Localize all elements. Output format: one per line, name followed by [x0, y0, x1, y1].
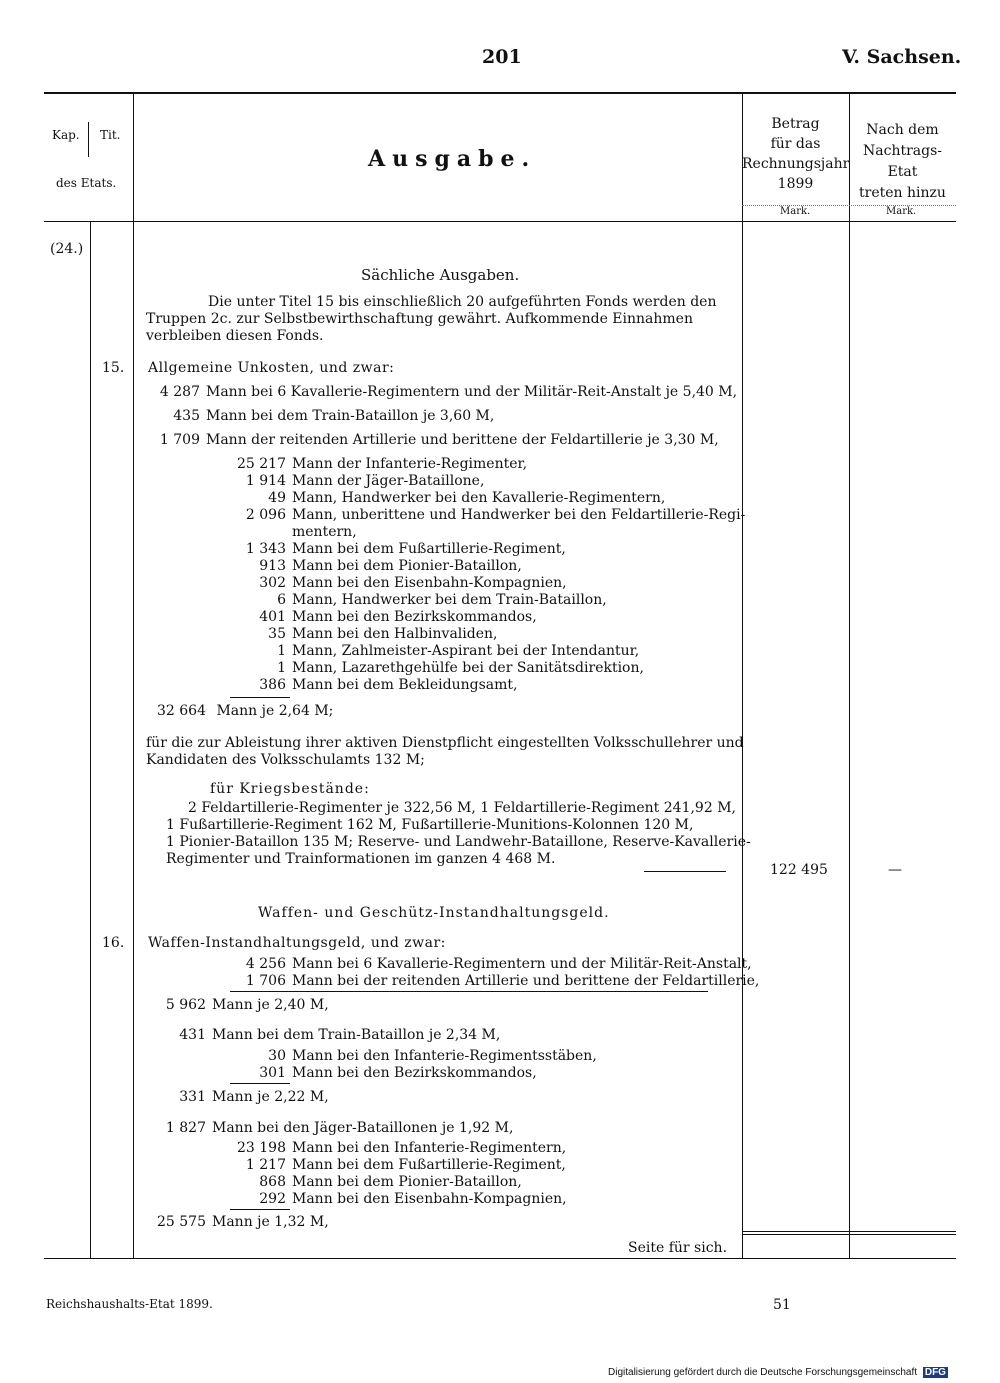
footer-page-number: 51: [773, 1297, 791, 1313]
count: 5 962: [165, 997, 206, 1013]
list-item: [226, 956, 752, 973]
count: 1 709: [159, 432, 200, 448]
mark-rule: [742, 205, 956, 206]
paragraph-line: Kandidaten des Volksschulamts 132 M;: [146, 752, 425, 768]
betrag-total-rule-2: [742, 1234, 956, 1235]
paragraph-line: 1 Pionier-Bataillon 135 M; Reserve- und Landwehr-Bataillone, Reserve-Kavallerie-: [166, 834, 751, 850]
description: Mann bei den Jäger-Bataillonen je 1,92 M,: [212, 1120, 514, 1136]
section-heading: Sächliche Ausgaben.: [361, 266, 520, 284]
header-betrag: [742, 114, 849, 194]
sum-rule: [230, 991, 708, 992]
description: Mann, Zahlmeister-Aspirant bei der Intendantur,: [292, 643, 640, 659]
count: 35: [268, 626, 286, 642]
header-kap: Kap.: [52, 128, 80, 142]
description: Mann bei den Halbinvaliden,: [292, 626, 498, 642]
nachtrag-amount: —: [888, 862, 902, 878]
description: Mann je 2,22 M,: [212, 1089, 329, 1105]
description: Mann je 2,40 M,: [212, 997, 329, 1013]
count: 1 706: [245, 973, 286, 989]
header-nachtrag: [849, 120, 956, 204]
footer-title: Reichshaushalts-Etat 1899.: [46, 1297, 213, 1311]
tit-number: 16.: [102, 935, 125, 951]
description: mentern,: [292, 524, 357, 540]
description: Mann bei dem Train-Bataillon je 3,60 M,: [206, 408, 495, 424]
count: 49: [268, 490, 286, 506]
count: 292: [259, 1191, 286, 1207]
count: 23 198: [237, 1140, 286, 1156]
tit-heading: Waffen-Instandhaltungsgeld, und zwar:: [148, 935, 446, 951]
count: 30: [268, 1048, 286, 1064]
sum-line: [150, 1214, 329, 1231]
count: 302: [259, 575, 286, 591]
description: Mann bei den Infanterie-Regimentern,: [292, 1140, 567, 1156]
krieg-paragraph: [166, 800, 751, 868]
header-mark-1: Mark.: [780, 206, 811, 217]
header-nachtrag-line: Nach dem: [866, 122, 939, 138]
count: 25 575: [157, 1214, 206, 1230]
header-betrag-line: Betrag: [771, 116, 820, 132]
count: 868: [259, 1174, 286, 1190]
count: 431: [179, 1027, 206, 1043]
description: Mann bei dem Fußartillerie-Regiment,: [292, 541, 566, 557]
description: Mann bei dem Pionier-Bataillon,: [292, 558, 522, 574]
list-item: [226, 1048, 597, 1065]
description: Mann der Jäger-Bataillone,: [292, 473, 485, 489]
paragraph-line: 1 Fußartillerie-Regiment 162 M, Fußartillerie-Munitions-Kolonnen 120 M,: [166, 817, 694, 833]
count: 401: [259, 609, 286, 625]
sum-line: [150, 1089, 329, 1106]
krieg-heading: für Kriegsbestände:: [210, 781, 370, 797]
state-title: V. Sachsen.: [842, 46, 962, 68]
list-item: [226, 1065, 537, 1082]
count: 1 827: [165, 1120, 206, 1136]
header-betrag-line: 1899: [777, 176, 814, 192]
paragraph-line: Regimenter und Trainformationen im ganzen 4 468 M.: [166, 851, 556, 867]
description: Mann, Handwerker bei dem Train-Bataillon,: [292, 592, 607, 608]
header-nachtrag-line: treten hinzu: [859, 185, 946, 201]
header-tit: Tit.: [100, 128, 121, 142]
col-divider-text: [133, 92, 134, 1258]
bottom-rule: [44, 1258, 956, 1259]
count: 1: [277, 660, 286, 676]
volksschul-paragraph: [146, 735, 744, 769]
continued-note: Seite für sich.: [628, 1240, 728, 1256]
kap-number: (24.): [50, 241, 84, 257]
header-nachtrag-line: Nachtrags-Etat: [863, 143, 942, 180]
description: Mann je 1,32 M,: [212, 1214, 329, 1230]
description: Mann bei dem Fußartillerie-Regiment,: [292, 1157, 566, 1173]
count: 6: [277, 592, 286, 608]
description: Mann bei dem Train-Bataillon je 2,34 M,: [212, 1027, 501, 1043]
sum-rule: [230, 1083, 290, 1084]
description: Mann bei den Infanterie-Regimentsstäben,: [292, 1048, 597, 1064]
description: Mann je 2,64 M;: [216, 703, 334, 719]
count: 1 914: [245, 473, 286, 489]
count: 1: [277, 643, 286, 659]
paragraph-line: für die zur Ableistung ihrer aktiven Dienstpflicht eingestellten Volksschullehrer und: [146, 735, 744, 751]
header-mark-2: Mark.: [886, 206, 917, 217]
col-divider-text-lower: [90, 221, 91, 1258]
count: 4 256: [245, 956, 286, 972]
betrag-amount: 122 495: [770, 862, 828, 878]
sum-line: [150, 703, 333, 720]
count: 301: [259, 1065, 286, 1081]
count: 435: [173, 408, 200, 424]
sum-rule: [230, 1209, 290, 1210]
count: 2 096: [245, 507, 286, 523]
header-bottom-rule: [44, 221, 956, 222]
footer-credit: [608, 1367, 948, 1378]
description: Mann bei 6 Kavallerie-Regimentern und der Militär-Reit-Anstalt je 5,40 M,: [206, 384, 738, 400]
credit-text: Digitalisierung gefördert durch die Deutsche Forschungsgemeinschaft: [608, 1367, 918, 1378]
dfg-logo: DFG: [924, 1367, 946, 1378]
list-item: [226, 1191, 567, 1208]
description: Mann bei dem Bekleidungsamt,: [292, 677, 518, 693]
count: 386: [259, 677, 286, 693]
sum-line: [150, 997, 329, 1014]
col-divider-kap-tit: [88, 122, 89, 157]
count: 913: [259, 558, 286, 574]
count: 1 343: [245, 541, 286, 557]
tit-heading: Allgemeine Unkosten, und zwar:: [148, 360, 395, 376]
count: 4 287: [159, 384, 200, 400]
list-item: [226, 1140, 566, 1157]
col-divider-betrag: [742, 92, 743, 1258]
description: Mann bei der reitenden Artillerie und berittene der Feldartillerie,: [292, 973, 760, 989]
amount-leader-rule: [644, 871, 726, 872]
page-number: 201: [482, 46, 522, 68]
count: 25 217: [237, 456, 286, 472]
count: 32 664: [157, 703, 206, 719]
paragraph-line: 2 Feldartillerie-Regimenter je 322,56 M, 1 Feldartillerie-Regiment 241,92 M,: [188, 800, 736, 816]
intro-line: Truppen 2c. zur Selbstbewirthschaftung gewährt. Aufkommende Einnahmen: [146, 311, 693, 327]
description: Mann bei den Bezirkskommandos,: [292, 1065, 537, 1081]
sum-rule: [230, 697, 290, 698]
list-item: [150, 1027, 500, 1044]
tit-number: 15.: [102, 360, 125, 376]
list-item: [226, 973, 759, 990]
list-item: [150, 1120, 513, 1137]
section-heading: Waffen- und Geschütz-Instandhaltungsgeld.: [258, 905, 610, 921]
description: Mann bei den Eisenbahn-Kompagnien,: [292, 1191, 567, 1207]
description: Mann bei den Bezirkskommandos,: [292, 609, 537, 625]
list-item: [226, 1174, 522, 1191]
description: Mann, Handwerker bei den Kavallerie-Regimentern,: [292, 490, 666, 506]
header-betrag-line: für das: [770, 136, 821, 152]
intro-paragraph: [146, 294, 730, 345]
top-rule: [44, 92, 956, 94]
betrag-total-rule-1: [742, 1231, 956, 1232]
intro-line: verbleiben diesen Fonds.: [146, 328, 324, 344]
header-betrag-line: Rechnungsjahr: [742, 156, 850, 172]
header-title: Ausgabe.: [368, 146, 537, 172]
col-divider-nachtrag: [849, 92, 850, 1258]
description: Mann bei dem Pionier-Bataillon,: [292, 1174, 522, 1190]
description: Mann, unberittene und Handwerker bei den Feldartillerie-Regi-: [292, 507, 746, 523]
header-des-etats: des Etats.: [56, 176, 117, 190]
description: Mann, Lazarethgehülfe bei der Sanitätsdirektion,: [292, 660, 644, 676]
list-item: [226, 1157, 566, 1174]
description: Mann bei den Eisenbahn-Kompagnien,: [292, 575, 567, 591]
description: Mann bei 6 Kavallerie-Regimentern und der Militär-Reit-Anstalt,: [292, 956, 752, 972]
count: 331: [179, 1089, 206, 1105]
intro-line: Die unter Titel 15 bis einschließlich 20 aufgeführten Fonds werden den: [208, 294, 717, 310]
description: Mann der Infanterie-Regimenter,: [292, 456, 528, 472]
count: 1 217: [245, 1157, 286, 1173]
description: Mann der reitenden Artillerie und berittene der Feldartillerie je 3,30 M,: [206, 432, 719, 448]
